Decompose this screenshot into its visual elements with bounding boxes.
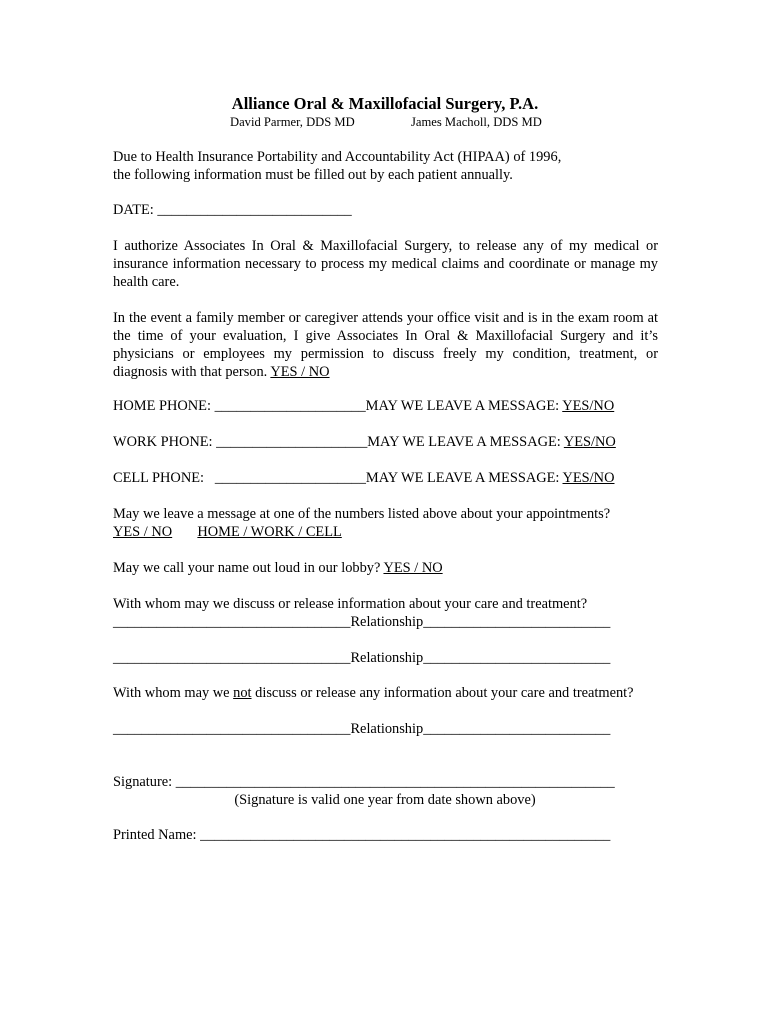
signature-note: (Signature is valid one year from date shown above)	[234, 792, 536, 808]
authorization-paragraph: I authorize Associates In Oral & Maxillofacial Surgery, to release any of my medical or insurance information necessary to process my medical claims and coordinate or manage my health care.	[113, 238, 658, 290]
signature-field[interactable]: _____________________________________________________________	[175, 774, 615, 790]
cell-phone-row	[113, 469, 614, 487]
discuss-name-field-2[interactable]: _________________________________	[113, 650, 351, 666]
cell-phone-label: CELL PHONE:	[113, 470, 205, 486]
intro-line-1: Due to Health Insurance Portability and Accountability Act (HIPAA) of 1996,	[113, 149, 562, 165]
not-discuss-relationship-field[interactable]: __________________________	[423, 721, 611, 737]
cell-message-label: MAY WE LEAVE A MESSAGE:	[365, 470, 560, 486]
date-row	[113, 201, 352, 219]
appointment-message-options	[113, 523, 342, 541]
work-message-yes-no[interactable]: YES/NO	[563, 434, 616, 450]
home-message-yes-no[interactable]: YES/NO	[562, 398, 615, 414]
not-discuss-relationship-label: Relationship	[350, 721, 424, 737]
cell-phone-field[interactable]: _____________________	[214, 470, 366, 486]
family-consent-text: In the event a family member or caregiver attends your office visit and is in the exam room at the time of your evaluation, I give Associates In Oral & Maxillofacial Surgery and it’s physicians or employees my permission to discuss freely my condition, treatment, or diagnosis with that person.	[113, 310, 658, 380]
discuss-name-field-1[interactable]: _________________________________	[113, 614, 351, 630]
discuss-row-2	[113, 649, 610, 667]
not-discuss-prefix: With whom may we	[113, 685, 230, 701]
home-message-label: MAY WE LEAVE A MESSAGE:	[365, 398, 560, 414]
discuss-row-1	[113, 613, 610, 631]
home-phone-label: HOME PHONE:	[113, 398, 211, 414]
not-discuss-question	[113, 684, 658, 702]
appointment-message-question: May we leave a message at one of the numbers listed above about your appointments?	[113, 506, 611, 522]
printed-name-row	[113, 826, 610, 844]
discuss-relationship-field-2[interactable]: __________________________	[423, 650, 611, 666]
signature-row	[113, 773, 615, 791]
discuss-relationship-label-2: Relationship	[350, 650, 424, 666]
home-phone-field[interactable]: _____________________	[214, 398, 366, 414]
printed-name-field[interactable]: _________________________________________________________	[200, 827, 611, 843]
work-phone-label: WORK PHONE:	[113, 434, 213, 450]
appointment-number-choice[interactable]: HOME / WORK / CELL	[197, 524, 342, 540]
signature-label: Signature:	[113, 774, 173, 790]
family-consent-yes-no[interactable]: YES / NO	[270, 364, 330, 380]
date-label: DATE:	[113, 202, 154, 218]
lobby-yes-no[interactable]: YES / NO	[383, 560, 443, 576]
discuss-relationship-label-1: Relationship	[350, 614, 424, 630]
not-discuss-suffix: discuss or release any information about your care and treatment?	[255, 685, 634, 701]
not-discuss-not-word: not	[233, 685, 252, 701]
doctor-name-1: David Parmer, DDS MD	[230, 115, 355, 129]
not-discuss-name-field[interactable]: _________________________________	[113, 721, 351, 737]
work-phone-row	[113, 433, 616, 451]
discuss-question: With whom may we discuss or release information about your care and treatment?	[113, 596, 588, 612]
cell-message-yes-no[interactable]: YES/NO	[562, 470, 615, 486]
discuss-relationship-field-1[interactable]: __________________________	[423, 614, 611, 630]
practice-title: Alliance Oral & Maxillofacial Surgery, P.A.	[231, 94, 539, 113]
work-message-label: MAY WE LEAVE A MESSAGE:	[367, 434, 561, 450]
family-consent-paragraph	[113, 309, 658, 381]
work-phone-field[interactable]: _____________________	[216, 434, 368, 450]
lobby-question: May we call your name out loud in our lobby?	[113, 560, 381, 576]
intro-line-2: the following information must be filled out by each patient annually.	[113, 167, 513, 183]
home-phone-row	[113, 397, 614, 415]
not-discuss-row	[113, 720, 610, 738]
lobby-row	[113, 559, 443, 577]
appointment-yes-no[interactable]: YES / NO	[113, 524, 173, 540]
doctor-name-2: James Macholl, DDS MD	[411, 115, 542, 129]
date-field[interactable]: ___________________________	[157, 202, 352, 218]
printed-name-label: Printed Name:	[113, 827, 197, 843]
